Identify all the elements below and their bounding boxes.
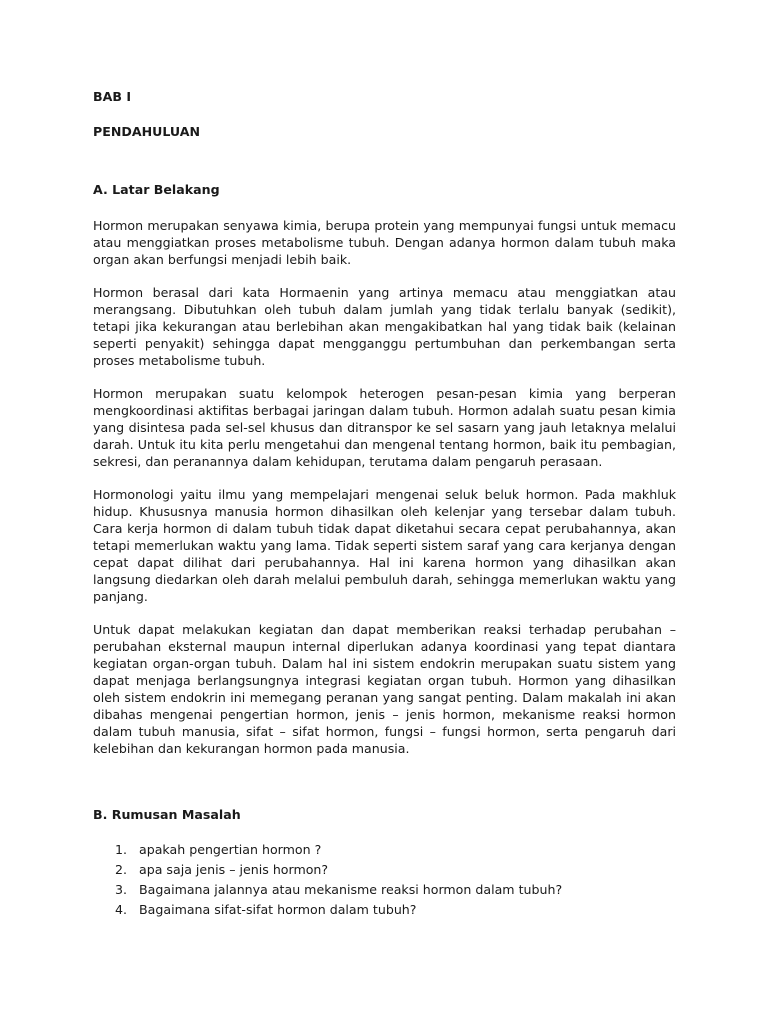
chapter-number: BAB I xyxy=(93,89,132,104)
list-item xyxy=(93,881,676,898)
list-item-text: Bagaimana jalannya atau mekanisme reaksi hormon dalam tubuh? xyxy=(139,882,563,897)
chapter-title: PENDAHULUAN xyxy=(93,124,201,139)
list-item xyxy=(93,861,676,878)
list-item-text: apa saja jenis – jenis hormon? xyxy=(139,862,329,877)
document-page xyxy=(93,88,676,921)
paragraph: Hormon merupakan senyawa kimia, berupa protein yang mempunyai fungsi untuk memacu atau menggiatkan proses metabolisme tubuh. Dengan adanya hormon dalam tubuh maka organ akan berfungsi menjadi lebih baik. xyxy=(93,218,676,267)
list-item xyxy=(93,901,676,918)
paragraph: Untuk dapat melakukan kegiatan dan dapat memberikan reaksi terhadap perubahan – perubahan eksternal maupun internal diperlukan adanya koordinasi yang tepat diantara kegiatan organ-organ tubuh. Dalam hal ini sistem endokrin merupakan suatu sistem yang dapat menjaga berlangsungnya integrasi kegiatan organ tubuh. Hormon yang dihasilkan oleh sistem endokrin ini memegang peranan yang sangat penting. Dalam makalah ini akan dibahas mengenai pengertian hormon, jenis – jenis hormon, mekanisme reaksi hormon dalam tubuh manusia, sifat – sifat hormon, fungsi – fungsi hormon, serta pengaruh dari kelebihan dan kekurangan hormon pada manusia. xyxy=(93,622,676,756)
section-heading-background: A. Latar Belakang xyxy=(93,182,220,197)
paragraph: Hormon merupakan suatu kelompok heterogen pesan-pesan kimia yang berperan mengkoordinasi aktifitas berbagai jaringan dalam tubuh. Hormon adalah suatu pesan kimia yang disintesa pada sel-sel khusus dan ditranspor ke sel sasarn yang jauh letaknya melalui darah. Untuk itu kita perlu mengetahui dan mengenal tentang hormon, baik itu pembagian, sekresi, dan peranannya dalam kehidupan, terutama dalam pengaruh perasaan. xyxy=(93,386,676,469)
list-item xyxy=(93,841,676,858)
section-heading-problem-formulation: B. Rumusan Masalah xyxy=(93,807,241,822)
list-item-number: 3. xyxy=(115,882,128,897)
list-item-text: Bagaimana sifat-sifat hormon dalam tubuh? xyxy=(139,902,417,917)
problem-list xyxy=(93,841,676,918)
list-item-text: apakah pengertian hormon ? xyxy=(139,842,322,857)
paragraph: Hormonologi yaitu ilmu yang mempelajari mengenai seluk beluk hormon. Pada makhluk hidup. Khususnya manusia hormon dihasilkan oleh kelenjar yang tersebar dalam tubuh. Cara kerja hormon di dalam tubuh tidak dapat diketahui secara cepat perubahannya, akan tetapi memerlukan waktu yang lama. Tidak seperti sistem saraf yang cara kerjanya dengan cepat dapat dilihat dari perubahannya. Hal ini karena hormon yang dihasilkan akan langsung diedarkan oleh darah melalui pembuluh darah, sehingga memerlukan waktu yang panjang. xyxy=(93,487,676,604)
list-item-number: 2. xyxy=(115,862,128,877)
list-item-number: 1. xyxy=(115,842,128,857)
list-item-number: 4. xyxy=(115,902,128,917)
paragraph: Hormon berasal dari kata Hormaenin yang artinya memacu atau menggiatkan atau merangsang. Dibutuhkan oleh tubuh dalam jumlah yang tidak terlalu banyak (sedikit), tetapi jika kekurangan atau berlebihan akan mengakibatkan hal yang tidak baik (kelainan seperti penyakit) sehingga dapat mengganggu pertumbuhan dan perkembangan serta proses metabolisme tubuh. xyxy=(93,285,676,368)
